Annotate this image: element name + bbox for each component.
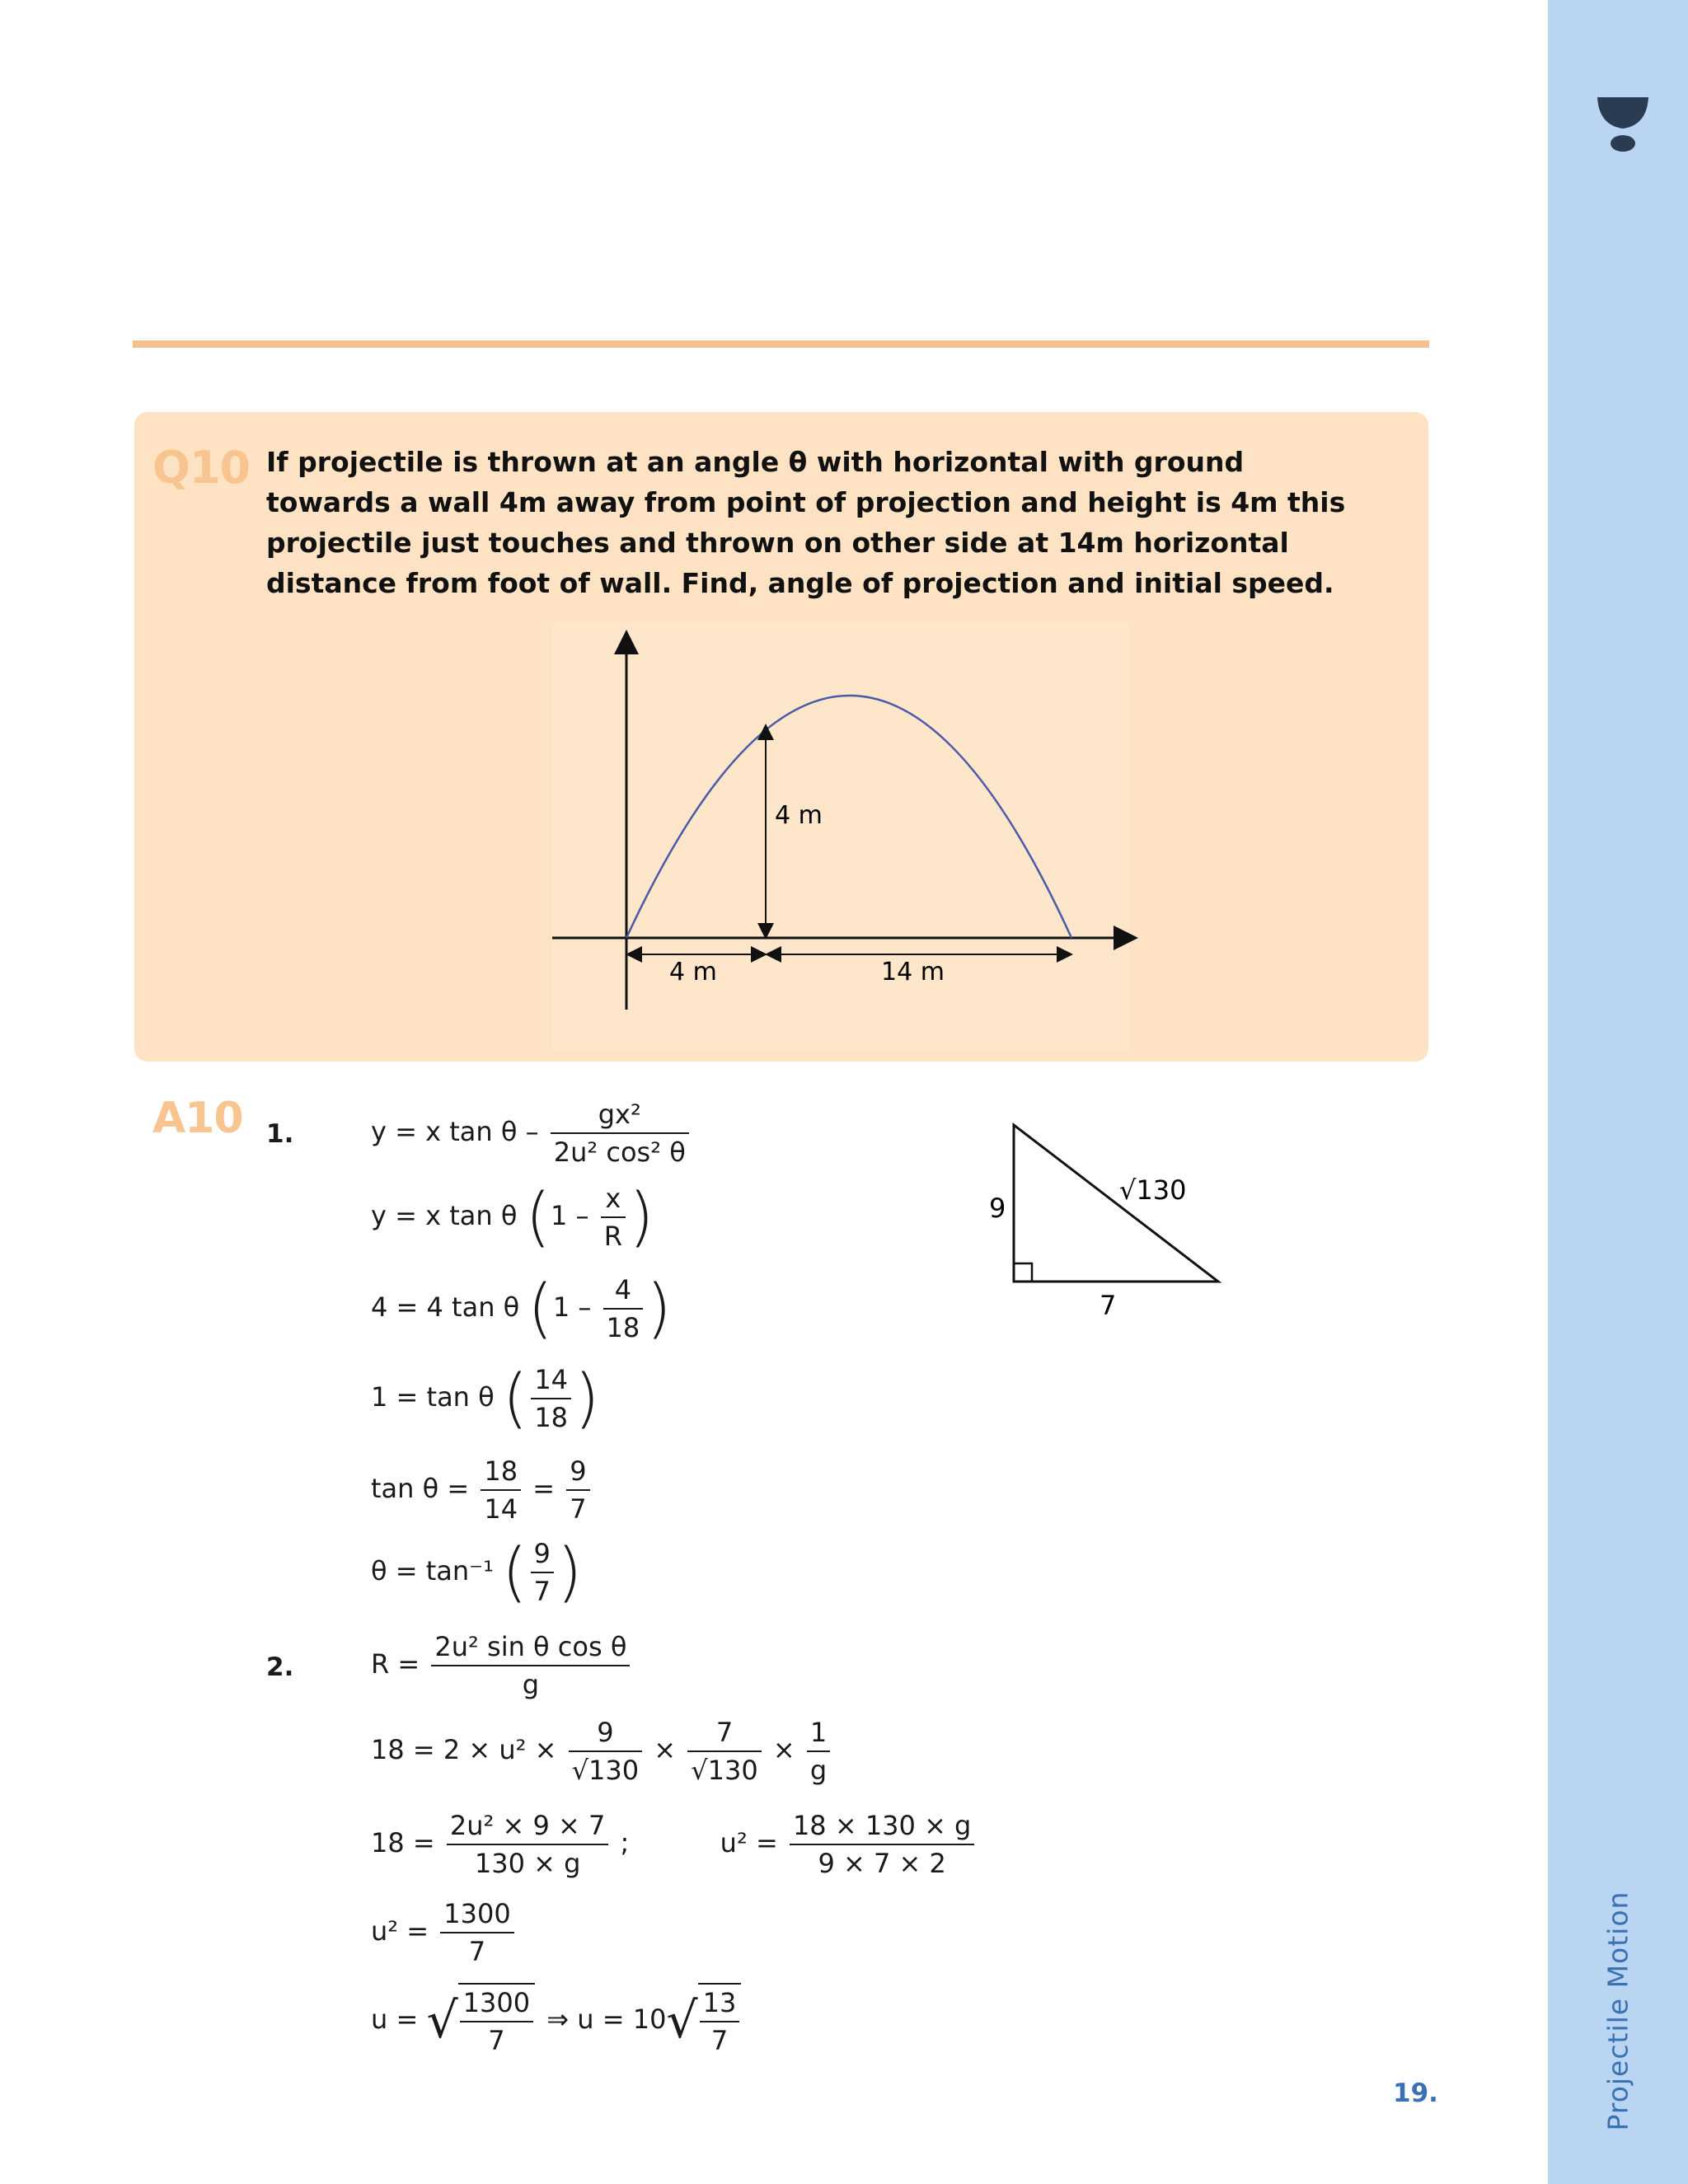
eq5-denominator-1: 14 [484,1493,518,1525]
eq8-numerator-1: 9 [569,1714,642,1752]
projectile-diagram [536,622,1146,1051]
eq9-lhs-2: u² = [720,1827,778,1858]
eq4-numerator: 14 [531,1361,571,1399]
sqrt-symbol: √ [426,1992,458,2050]
page-number: 19. [1393,2079,1438,2108]
eq9-separator: ; [620,1827,630,1858]
eq8-fraction-2 [687,1714,761,1788]
eq11-fraction-2 [698,1983,742,2059]
equation-4: 1 = tan θ ( $\frac{14}{18}$ ) [371,1361,600,1436]
eq5-fraction-1 [481,1453,521,1527]
eq5-denominator-2: 7 [570,1493,587,1525]
eq1-numerator: gx² [551,1096,689,1134]
equation-9 [371,1807,978,1882]
eq10-lhs: u² = [371,1915,429,1947]
equation-7 [371,1629,633,1703]
eq4-fraction [531,1361,571,1436]
top-divider [133,340,1429,348]
eq6-denominator: 7 [533,1576,551,1607]
eq1-lhs: y = x tan θ – [371,1116,539,1147]
eq8-fraction-3 [807,1714,830,1788]
eq9-fraction-2 [790,1807,974,1882]
eq7-fraction [431,1629,630,1703]
eq2-denominator: R [603,1221,622,1252]
eq6-lhs: θ = tan⁻¹ [371,1555,494,1586]
eq5-lhs: tan θ = [371,1473,470,1504]
eq3-numerator: 4 [603,1272,644,1310]
eq3-lhs: 4 = 4 tan θ [371,1291,520,1323]
equation-3: 4 = 4 tan θ (1 – $\frac{4}{18}$ ) [371,1272,672,1346]
equation-1 [371,1096,692,1170]
eq10-denominator: 7 [468,1936,486,1967]
eq2-inner: 1 – [551,1200,589,1231]
equation-8 [371,1714,833,1788]
eq11-lhs: u = [371,2004,419,2035]
eq5-fraction-2 [566,1453,589,1527]
distance-label-2: 14 m [881,958,945,987]
eq3-denominator: 18 [606,1312,640,1343]
eq8-fraction-1 [569,1714,642,1788]
eq1-denominator: 2u² cos² θ [553,1137,686,1168]
question-text: If projectile is thrown at an angle θ with horizontal with ground towards a wall 4m away from point of projection and height is 4m this projectile just touches and thrown on other side at 14m horizontal distance from foot of wall. Find, angle of projection and initial speed. [266,446,1346,599]
triangle-horizontal-side: 7 [1100,1290,1117,1321]
eq11-denominator-1: 7 [488,2025,505,2056]
eq8-times-2: × [772,1734,795,1765]
eq9-lhs: 18 = [371,1827,435,1858]
eq9-fraction-1 [447,1807,609,1882]
triangle-hypotenuse: √130 [1119,1174,1187,1206]
eq7-denominator: g [522,1669,540,1700]
equation-11 [371,1983,744,2059]
eq3-fraction [603,1272,644,1346]
question-label: Q10 [152,442,251,494]
eq5-equals: = [532,1473,556,1504]
step-number-2: 2. [266,1652,294,1682]
step-number-1: 1. [266,1119,294,1149]
eq11-denominator-2: 7 [710,2025,729,2056]
eq9-numerator-2: 18 × 130 × g [790,1807,974,1845]
eq10-numerator: 1300 [440,1896,513,1933]
answer-label: A10 [152,1094,243,1143]
diagram-background [552,622,1129,1051]
eq10-fraction [440,1896,513,1970]
triangle-shape [1014,1125,1218,1282]
eq1-fraction [551,1096,689,1170]
eq5-numerator-2: 9 [566,1453,589,1491]
equation-10 [371,1896,518,1970]
eq6-numerator: 9 [531,1535,554,1573]
height-label: 4 m [775,801,823,830]
eq5-numerator-1: 18 [481,1453,521,1491]
logo-icon [1597,97,1648,152]
eq4-lhs: 1 = tan θ [371,1381,495,1413]
right-triangle-diagram [989,1117,1236,1331]
eq8-denominator-1: √130 [571,1755,640,1786]
eq2-lhs: y = x tan θ [371,1200,518,1231]
right-angle-marker [1014,1263,1032,1282]
distance-label-1: 4 m [669,958,717,987]
eq11-implies: ⇒ u = 10 [546,2004,667,2035]
eq8-denominator-2: √130 [691,1755,758,1786]
eq11-fraction-1 [458,1983,535,2059]
eq7-numerator: 2u² sin θ cos θ [431,1629,630,1666]
eq2-numerator: x [601,1180,626,1218]
sidebar-title: Projectile Motion [1601,1891,1634,2131]
eq8-numerator-3: 1 [807,1714,830,1752]
eq8-denominator-3: g [809,1755,828,1786]
eq6-fraction [531,1535,554,1610]
equation-2: y = x tan θ (1 – $\frac{x}{R}$ ) [371,1180,654,1254]
eq9-denominator-2: 9 × 7 × 2 [818,1848,946,1879]
equation-5 [371,1453,593,1527]
eq11-numerator-2: 13 [700,1985,740,2022]
sqrt-symbol-2: √ [666,1992,698,2050]
eq7-lhs: R = [371,1648,420,1680]
equation-6: θ = tan⁻¹ ( $\frac{9}{7}$ ) [371,1535,583,1610]
eq8-lhs: 18 = 2 × u² × [371,1734,557,1765]
eq8-times-1: × [654,1734,677,1765]
eq8-numerator-2: 7 [687,1714,761,1752]
sidebar [1548,0,1688,2184]
eq9-numerator-1: 2u² × 9 × 7 [447,1807,609,1845]
eq9-denominator-1: 130 × g [474,1848,581,1879]
triangle-vertical-side: 9 [989,1193,1006,1224]
eq11-numerator-1: 1300 [460,1985,533,2022]
eq4-denominator: 18 [534,1402,569,1433]
eq2-fraction [601,1180,626,1254]
eq3-inner: 1 – [552,1291,592,1323]
